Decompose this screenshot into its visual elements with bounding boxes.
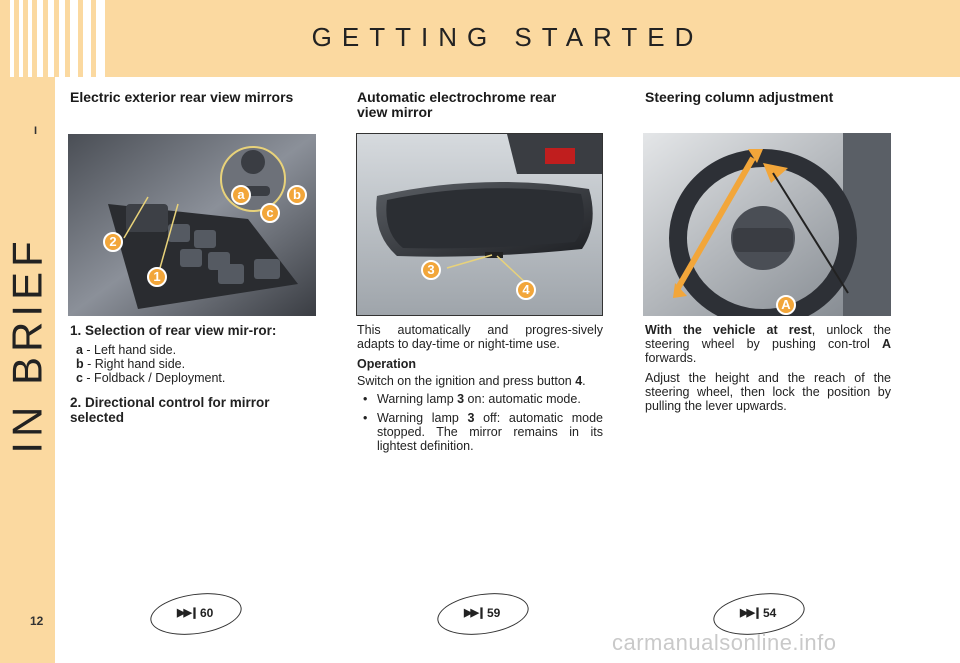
side-label: IN BRIEF bbox=[3, 236, 51, 454]
badge-2: 2 bbox=[103, 232, 123, 252]
bullet-icon: • bbox=[363, 411, 368, 425]
heading-steering: Steering column adjustment bbox=[645, 89, 834, 105]
badge-4: 4 bbox=[516, 280, 536, 300]
skip-forward-icon: ▶▶❙ bbox=[464, 607, 485, 619]
item2-title: 2. Directional control for mirror selected bbox=[70, 395, 270, 425]
ref-link-60[interactable]: ▶▶❙ 60 bbox=[150, 594, 242, 634]
page-number: 12 bbox=[30, 614, 44, 628]
page-title: GETTING STARTED bbox=[311, 22, 704, 52]
heading-mirrors: Electric exterior rear view mirrors bbox=[70, 89, 294, 105]
operation-label: Operation bbox=[357, 357, 417, 371]
option-a: a - Left hand side. bbox=[76, 343, 177, 357]
steering-p2: Adjust the height and the reach of the steering wheel, then lock the position by pulling the lever upwards. bbox=[645, 371, 891, 413]
ref-link-59[interactable]: ▶▶❙ 59 bbox=[437, 594, 529, 634]
heading-electrochrome: Automatic electrochrome rear view mirror bbox=[357, 89, 557, 120]
watermark: carmanualsonline.info bbox=[612, 630, 837, 655]
bullet-off: • Warning lamp 3 off: automatic mode stopped. The mirror remains in its lightest definition. bbox=[363, 411, 603, 453]
steering-p1: With the vehicle at rest, unlock the steering wheel by pushing con-trol A forwards. bbox=[645, 323, 891, 365]
item1-title: 1. Selection of rear view mir-ror: bbox=[70, 323, 277, 338]
bullet-icon: • bbox=[363, 392, 368, 406]
intro-text: This automatically and progres-sively adapts to day-time or night-time use. bbox=[357, 323, 603, 351]
badge-a: a bbox=[231, 185, 251, 205]
badge-1: 1 bbox=[147, 267, 167, 287]
badge-3: 3 bbox=[421, 260, 441, 280]
section-marker: I bbox=[34, 125, 38, 137]
option-b: b - Right hand side. bbox=[76, 357, 186, 371]
mirror-text bbox=[70, 323, 316, 430]
bullet-on: • Warning lamp 3 on: automatic mode. bbox=[363, 392, 581, 406]
operation-text: Switch on the ignition and press button 4. bbox=[357, 374, 586, 388]
door-controls-photo bbox=[68, 134, 316, 316]
skip-forward-icon: ▶▶❙ bbox=[740, 607, 761, 619]
badge-c: c bbox=[260, 203, 280, 223]
badge-b: b bbox=[287, 185, 307, 205]
option-c: c - Foldback / Deployment. bbox=[76, 371, 226, 385]
steering-photo bbox=[643, 133, 891, 316]
electrochrome-text bbox=[357, 323, 603, 458]
skip-forward-icon: ▶▶❙ bbox=[177, 607, 198, 619]
badge-A: A bbox=[776, 295, 796, 315]
steering-text bbox=[645, 323, 891, 419]
ref-link-54[interactable]: ▶▶❙ 54 bbox=[713, 594, 805, 634]
rear-mirror-photo bbox=[356, 133, 603, 316]
